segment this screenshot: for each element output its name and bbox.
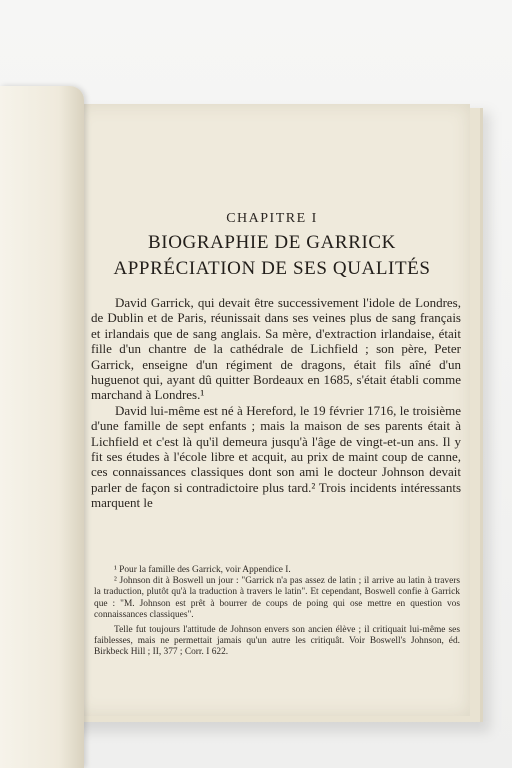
footnotes [94, 565, 460, 659]
body-paragraph-1: David Garrick, qui devait être successivement l'idole de Londres, de Dublin et de Paris, réunissait dans ses veines plus de sang français et irlandais que de sang anglais. Sa mère, d'extraction irlandaise, était fille d'un chantre de la cathédrale de Lichfield ; son père, Peter Garrick, enseigne d'un régiment de dragons, était fils aîné d'un huguenot qui, ayant dû quitter Bordeaux en 1685, s'était établi comme marchand à Londres.¹ [91, 295, 461, 403]
body-paragraph-2: David lui-même est né à Hereford, le 19 février 1716, le troisième d'une famille de sept enfants ; mais la maison de ses parents était à Lichfield et c'est là qu'il demeura jusqu'à l'âge de vingt-et-un ans. Il y fit ses études à l'école libre et acquit, au prix de maint coup de canne, ces connaissances classiques dont son ami le docteur Johnson devait parler de façon si contradictoire plus tard.² Trois incidents intéressants marquent le [91, 402, 461, 511]
left-page-edge [0, 86, 84, 768]
body-text [91, 295, 461, 511]
chapter-title-line-1: BIOGRAPHIE DE GARRICK [148, 232, 396, 253]
footnote-1: ¹ Pour la famille des Garrick, voir Appendice I. [114, 565, 291, 575]
footnote-2-continued: Telle fut toujours l'attitude de Johnson envers son ancien élève ; il critiquait lui-même ses faiblesses, mais ne permettait jamais qu'un autre les critiquât. Voir Boswell's Johnson, éd. Birkbeck Hill ; II, 377 ; Corr. I 622. [94, 625, 460, 658]
chapter-title-line-2: APPRÉCIATION DE SES QUALITÉS [113, 258, 431, 279]
footnote-2: ² Johnson dit à Boswell un jour : "Garrick n'a pas assez de latin ; il arrive au latin à travers la traduction, plutôt qu'à la traduction à travers le latin". Et cependant, Boswell confie à Garrick que : "M. Johnson est prêt à bourrer de coups de poing qui ose mettre en question vos connaissances classiques". [94, 576, 460, 620]
book-page [74, 104, 470, 716]
chapter-heading: CHAPITRE I [226, 211, 318, 226]
